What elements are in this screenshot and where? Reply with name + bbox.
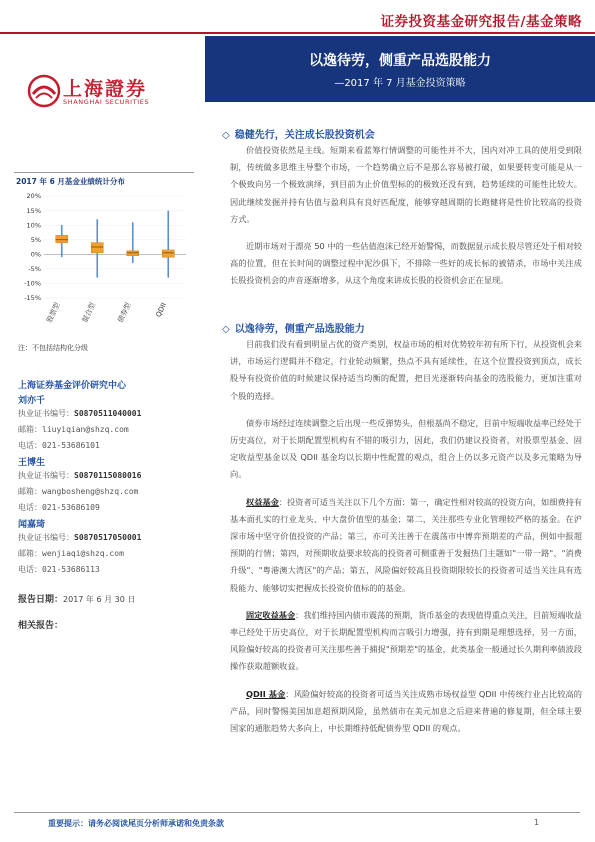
x-category-label: 债券型 xyxy=(116,301,133,324)
paragraph: 目前我们没有看到明显占优的资产类别，权益市场的相对优势较年初有所下行，从投资机会来讲，市场运行逻辑并不稳定，行业轮动频繁，热点不具有延续性，在这个位置投资到顶点，成长股导有投资价值的时候建议保持适当均衡的配置，把目光逐渐转向基金的选股能力，更加注重对个股的选择。 xyxy=(230,339,582,401)
box-iqr xyxy=(162,250,174,257)
chart-note: 注：不包括结构化分级 xyxy=(18,344,88,352)
header-rule xyxy=(0,32,595,34)
chart-title: 2017 年 6 月基金业绩统计分布 xyxy=(16,177,125,186)
y-tick-label: 0% xyxy=(30,250,41,259)
analyst-phone: 电话：021-53686113 xyxy=(18,565,100,574)
y-tick-label: 5% xyxy=(30,235,41,244)
related-reports-label: 相关报告： xyxy=(18,621,64,631)
disclaimer-notice[interactable]: 重要提示：请务必阅读尾页分析师承诺和免责条款 xyxy=(48,819,224,828)
logo-text-cn: 上海證券 xyxy=(63,78,148,100)
y-tick-label: -15% xyxy=(24,294,41,303)
y-tick-label: 10% xyxy=(26,221,41,230)
analyst-phone: 电话：021-53686101 xyxy=(18,441,100,450)
performance-box-chart xyxy=(16,190,196,340)
sidebar-rule xyxy=(14,172,194,173)
analyst-cert: 执业证书编号：S0870115080016 xyxy=(18,471,142,480)
x-category-label: 混合型 xyxy=(80,301,98,324)
analyst-cert: 执业证书编号：S0870511040001 xyxy=(18,409,142,418)
analyst-name: 闻嘉琦 xyxy=(18,520,46,530)
analyst-cert: 执业证书编号：S0870517050001 xyxy=(18,533,142,542)
diamond-bullet-icon: ◇ xyxy=(222,130,230,141)
diamond-bullet-icon: ◇ xyxy=(222,324,230,335)
paragraph: 债券市场经过连续调整之后出现一些反弹势头，但根基尚不稳定，目前中短端收益率已经处于历史高位，对于长期配置型机构有不错的吸引力，因此，我们仍建议投资者，对股票型基金、固定收益型基金以及 QDII 基金均以长期中性配置的观点，组合上仍以多元资产以及多元策略为导向。 xyxy=(230,417,582,480)
report-subtitle: —2017 年 7 月基金投资策略 xyxy=(334,78,466,89)
logo-text-en: SHANGHAI SECURITIES xyxy=(63,98,150,106)
analyst-email[interactable]: 邮箱：wenjiaqi@shzq.com xyxy=(18,549,124,558)
box-iqr xyxy=(127,251,139,256)
box-iqr xyxy=(91,243,103,253)
analyst-phone: 电话：021-53686109 xyxy=(18,503,100,512)
report-title: 以逸待劳，侧重产品选股能力 xyxy=(309,53,491,69)
fixed-income-paragraph: 固定收益基金：我们维持国内债市震荡的预期，货币基金的表现值得重点关注，目前短端收益率已经处于历史高位，对于长期配置型机构而言吸引力增强，持有到期是理想选择，另一方面，风险偏好较高的投资者可关注那些善于捕捉"预期差"的基金，此类基金一般通过长久期利率债波段操作获取超额收益。 xyxy=(230,609,582,672)
section-heading-1: ◇ 稳健先行，关注成长股投资机会 xyxy=(222,130,375,141)
report-date: 报告日期：2017 年 6 月 30 日 xyxy=(18,595,136,605)
qdii-paragraph: QDII 基金：风险偏好较高的投资者可适当关注成熟市场权益型 QDII 中传统行业占比较高的产品，同时警惕美国加息超预期风险，虽然债市在美元加息之后迎来普遍的修复期，但全球主要国家的通胀趋势大多向上，中长期维持低配债券型 QDII 的观点。 xyxy=(230,688,582,734)
research-center-name: 上海证券基金评价研究中心 xyxy=(18,381,127,391)
analyst-email[interactable]: 邮箱：wangbosheng@shzq.com xyxy=(18,487,139,496)
paragraph: 近期市场对于漂亮 50 中的一些估值泡沫已经开始警惕，而数据显示成长股尽管还处于相对较高的位置，但在长时间的调整过程中泥沙俱下，不排除一些好的成长标的被错杀，市场中关注成长股投资机会的声音逐渐增多，从这个角度来讲成长股的投资机会正在显现。 xyxy=(230,241,582,286)
y-tick-label: 20% xyxy=(26,192,41,201)
section-1-body xyxy=(230,142,582,290)
equity-fund-paragraph: 权益基金：投资者可适当关注以下几个方面：第一，确定性相对较高的投资方向，如细费持有基本面扎实的行业龙头、中大盘价值型的基金；第二，关注那些专业化管理较严格的基金。在沪深市场中坚守价值投资的产品；第三，亦可关注善于在震荡市中博弈预期差的产品，例如中报超预期的行情；第四，对预期收益要求较高的投资者可侧重善于发掘热门主题如"一带一路"、"消费升级"、"粤港澳大湾区"的产品；第五，风险偏好较高且投资期限较长的投资者可适当关注具有选股能力、能够切实把握成长投资价值标的的基金。 xyxy=(230,496,582,593)
logo-emblem-icon xyxy=(27,74,61,108)
page-number: 1 xyxy=(534,818,540,827)
y-tick-label: -10% xyxy=(24,279,41,288)
analyst-name: 王博生 xyxy=(18,458,46,468)
y-tick-label: 15% xyxy=(26,206,41,215)
section-2-body xyxy=(230,336,582,737)
box-iqr xyxy=(56,235,68,242)
section-heading-2: ◇ 以逸待劳，侧重产品选股能力 xyxy=(222,324,365,335)
y-tick-label: -5% xyxy=(28,265,41,274)
footer-rule xyxy=(14,812,580,813)
x-category-label: 股票型 xyxy=(45,301,62,324)
analyst-email[interactable]: 邮箱：liuyiqian@shzq.com xyxy=(18,425,129,434)
report-category-title: 证券投资基金研究报告/基金策略 xyxy=(380,14,582,30)
paragraph: 价值投资依然是主线。短期来看蓝筹行情调整的可能性并不大，国内对冲工具的使用受到限制，传统做多思维主导整个市场，一个趋势确立后不是那么容易被打破，如果要转变可能是从一个极致向另一个极致演绎，到目前为止价值型标的的极致还没有到，趋势延续的可能性比较大。因此继续发掘并持有估值与盈利具有良好匹配度，能够穿越周期的长跑健将是性价比较高的投资方式。 xyxy=(230,145,582,224)
analyst-name: 刘亦千 xyxy=(18,396,46,406)
x-category-label: QDII xyxy=(154,301,169,319)
